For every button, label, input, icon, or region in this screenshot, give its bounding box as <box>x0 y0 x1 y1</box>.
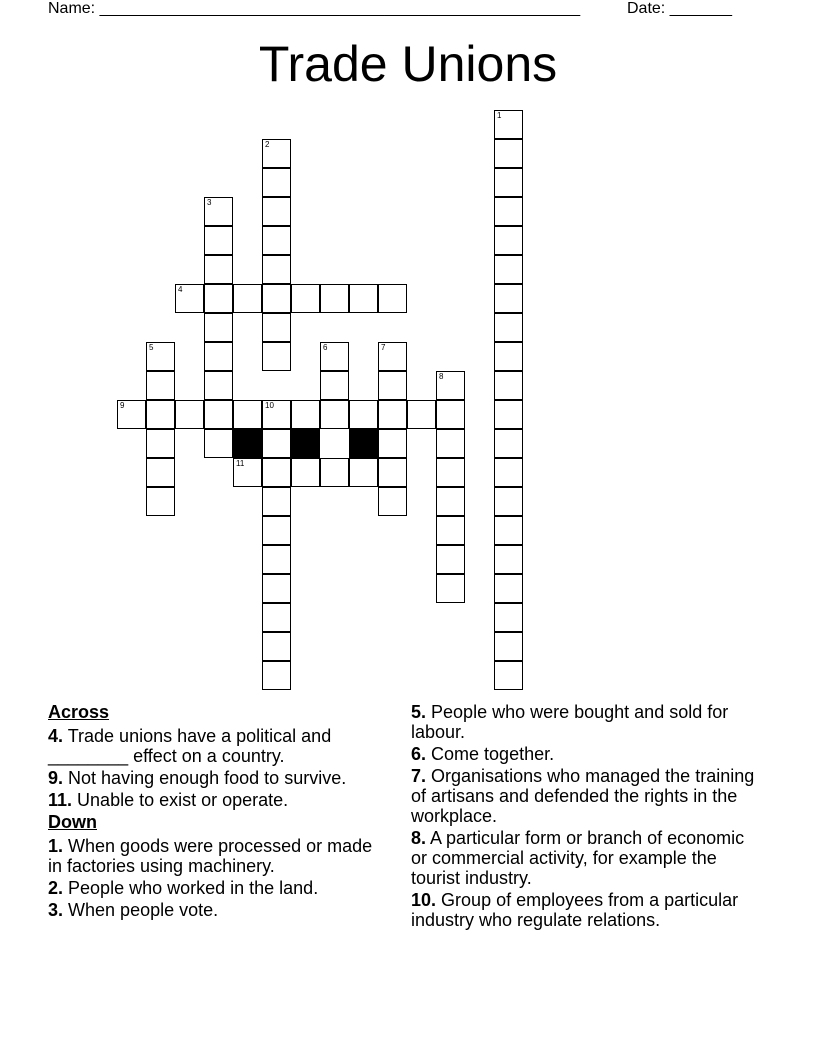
crossword-cell[interactable] <box>378 371 407 400</box>
crossword-cell[interactable] <box>494 197 523 226</box>
crossword-cell[interactable] <box>262 516 291 545</box>
clue-across-9: 9. Not having enough food to survive. <box>48 768 347 788</box>
crossword-cell[interactable] <box>233 400 262 429</box>
cell-number: 6 <box>323 343 328 352</box>
crossword-cell[interactable] <box>262 603 291 632</box>
clue-down-10: 10. Group of employees from a particular industry who regulate relations. <box>411 890 739 930</box>
clue-down-8: 8. A particular form or branch of economic or commercial activity, for example the tourist industry. <box>411 828 745 888</box>
crossword-cell[interactable] <box>262 545 291 574</box>
crossword-cell[interactable] <box>291 284 320 313</box>
crossword-cell[interactable] <box>262 400 291 429</box>
crossword-cell[interactable] <box>436 516 465 545</box>
crossword-cell[interactable] <box>349 458 378 487</box>
crossword-cell[interactable] <box>436 487 465 516</box>
clue-column-left <box>48 702 388 922</box>
crossword-cell[interactable] <box>378 284 407 313</box>
crossword-cell[interactable] <box>262 139 291 168</box>
crossword-cell[interactable] <box>175 284 204 313</box>
crossword-cell[interactable] <box>494 110 523 139</box>
page-title: Trade Unions <box>258 36 558 92</box>
crossword-cell[interactable] <box>494 168 523 197</box>
crossword-cell[interactable] <box>204 284 233 313</box>
crossword-cell[interactable] <box>262 226 291 255</box>
crossword-cell[interactable] <box>262 342 291 371</box>
crossword-cell[interactable] <box>262 661 291 690</box>
crossword-cell[interactable] <box>233 284 262 313</box>
cell-number: 11 <box>236 459 245 468</box>
crossword-cell[interactable] <box>204 429 233 458</box>
crossword-cell[interactable] <box>494 284 523 313</box>
crossword-cell[interactable] <box>494 574 523 603</box>
crossword-cell[interactable] <box>175 400 204 429</box>
crossword-cell[interactable] <box>494 400 523 429</box>
crossword-cell[interactable] <box>436 574 465 603</box>
crossword-cell[interactable] <box>378 458 407 487</box>
crossword-cell[interactable] <box>494 603 523 632</box>
clue-across-11: 11. Unable to exist or operate. <box>48 790 289 810</box>
crossword-cell[interactable] <box>349 284 378 313</box>
crossword-cell[interactable] <box>262 458 291 487</box>
crossword-cell[interactable] <box>233 458 262 487</box>
crossword-block <box>349 429 378 458</box>
crossword-cell[interactable] <box>262 255 291 284</box>
crossword-cell[interactable] <box>291 400 320 429</box>
clue-column-right <box>411 702 756 932</box>
crossword-cell[interactable] <box>378 342 407 371</box>
clue-down-5: 5. People who were bought and sold for labour. <box>411 702 729 742</box>
crossword-cell[interactable] <box>436 429 465 458</box>
cell-number: 5 <box>149 343 154 352</box>
cell-number: 9 <box>120 401 125 410</box>
crossword-cell[interactable] <box>494 342 523 371</box>
crossword-cell[interactable] <box>146 429 175 458</box>
clue-down-6: 6. Come together. <box>411 744 555 764</box>
cell-number: 7 <box>381 343 386 352</box>
crossword-cell[interactable] <box>146 487 175 516</box>
crossword-cell[interactable] <box>146 458 175 487</box>
crossword-cell[interactable] <box>494 632 523 661</box>
crossword-cell[interactable] <box>494 458 523 487</box>
crossword-cell[interactable] <box>378 429 407 458</box>
crossword-cell[interactable] <box>204 255 233 284</box>
crossword-cell[interactable] <box>494 226 523 255</box>
clue-down-3: 3. When people vote. <box>48 900 219 920</box>
crossword-cell[interactable] <box>291 458 320 487</box>
crossword-cell[interactable] <box>262 574 291 603</box>
crossword-cell[interactable] <box>146 342 175 371</box>
clue-down-7: 7. Organisations who managed the training of artisans and defended the rights in the workplace. <box>411 766 755 826</box>
crossword-cell[interactable] <box>494 661 523 690</box>
crossword-cell[interactable] <box>378 487 407 516</box>
crossword-cell[interactable] <box>494 313 523 342</box>
crossword-cell[interactable] <box>262 429 291 458</box>
crossword-cell[interactable] <box>436 458 465 487</box>
crossword-cell[interactable] <box>262 197 291 226</box>
crossword-cell[interactable] <box>320 371 349 400</box>
cell-number: 3 <box>207 198 212 207</box>
crossword-cell[interactable] <box>494 516 523 545</box>
crossword-cell[interactable] <box>436 371 465 400</box>
crossword-cell[interactable] <box>494 139 523 168</box>
crossword-cell[interactable] <box>204 400 233 429</box>
clue-down-1: 1. When goods were processed or made in factories using machinery. <box>48 836 373 876</box>
crossword-cell[interactable] <box>204 371 233 400</box>
crossword-cell[interactable] <box>436 400 465 429</box>
crossword-cell[interactable] <box>494 255 523 284</box>
crossword-cell[interactable] <box>146 400 175 429</box>
crossword-cell[interactable] <box>117 400 146 429</box>
crossword-cell[interactable] <box>320 458 349 487</box>
crossword-cell[interactable] <box>320 400 349 429</box>
crossword-cell[interactable] <box>494 487 523 516</box>
crossword-cell[interactable] <box>262 487 291 516</box>
clue-down-2: 2. People who worked in the land. <box>48 878 319 898</box>
crossword-cell[interactable] <box>436 545 465 574</box>
crossword-cell[interactable] <box>262 168 291 197</box>
crossword-cell[interactable] <box>320 342 349 371</box>
down-heading: Down <box>48 812 97 832</box>
cell-number: 10 <box>265 401 274 410</box>
clue-across-4: 4. Trade unions have a political and ________ effect on a country. <box>48 726 332 766</box>
crossword-block <box>291 429 320 458</box>
crossword-cell[interactable] <box>349 400 378 429</box>
crossword-block <box>233 429 262 458</box>
crossword-cell[interactable] <box>407 400 436 429</box>
cell-number: 1 <box>497 111 502 120</box>
crossword-cell[interactable] <box>494 429 523 458</box>
crossword-cell[interactable] <box>262 313 291 342</box>
cell-number: 4 <box>178 285 183 294</box>
crossword-cell[interactable] <box>378 400 407 429</box>
crossword-cell[interactable] <box>320 284 349 313</box>
crossword-cell[interactable] <box>262 632 291 661</box>
cell-number: 2 <box>265 140 270 149</box>
crossword-cell[interactable] <box>146 371 175 400</box>
crossword-cell[interactable] <box>204 226 233 255</box>
crossword-cell[interactable] <box>494 371 523 400</box>
date-field-label: Date: _______ <box>627 0 732 17</box>
across-heading: Across <box>48 702 110 722</box>
crossword-cell[interactable] <box>262 284 291 313</box>
crossword-cell[interactable] <box>204 342 233 371</box>
crossword-cell[interactable] <box>204 197 233 226</box>
crossword-cell[interactable] <box>204 313 233 342</box>
cell-number: 8 <box>439 372 444 381</box>
crossword-cell[interactable] <box>494 545 523 574</box>
name-field-label: Name: ______________________________________________________ <box>48 0 581 17</box>
